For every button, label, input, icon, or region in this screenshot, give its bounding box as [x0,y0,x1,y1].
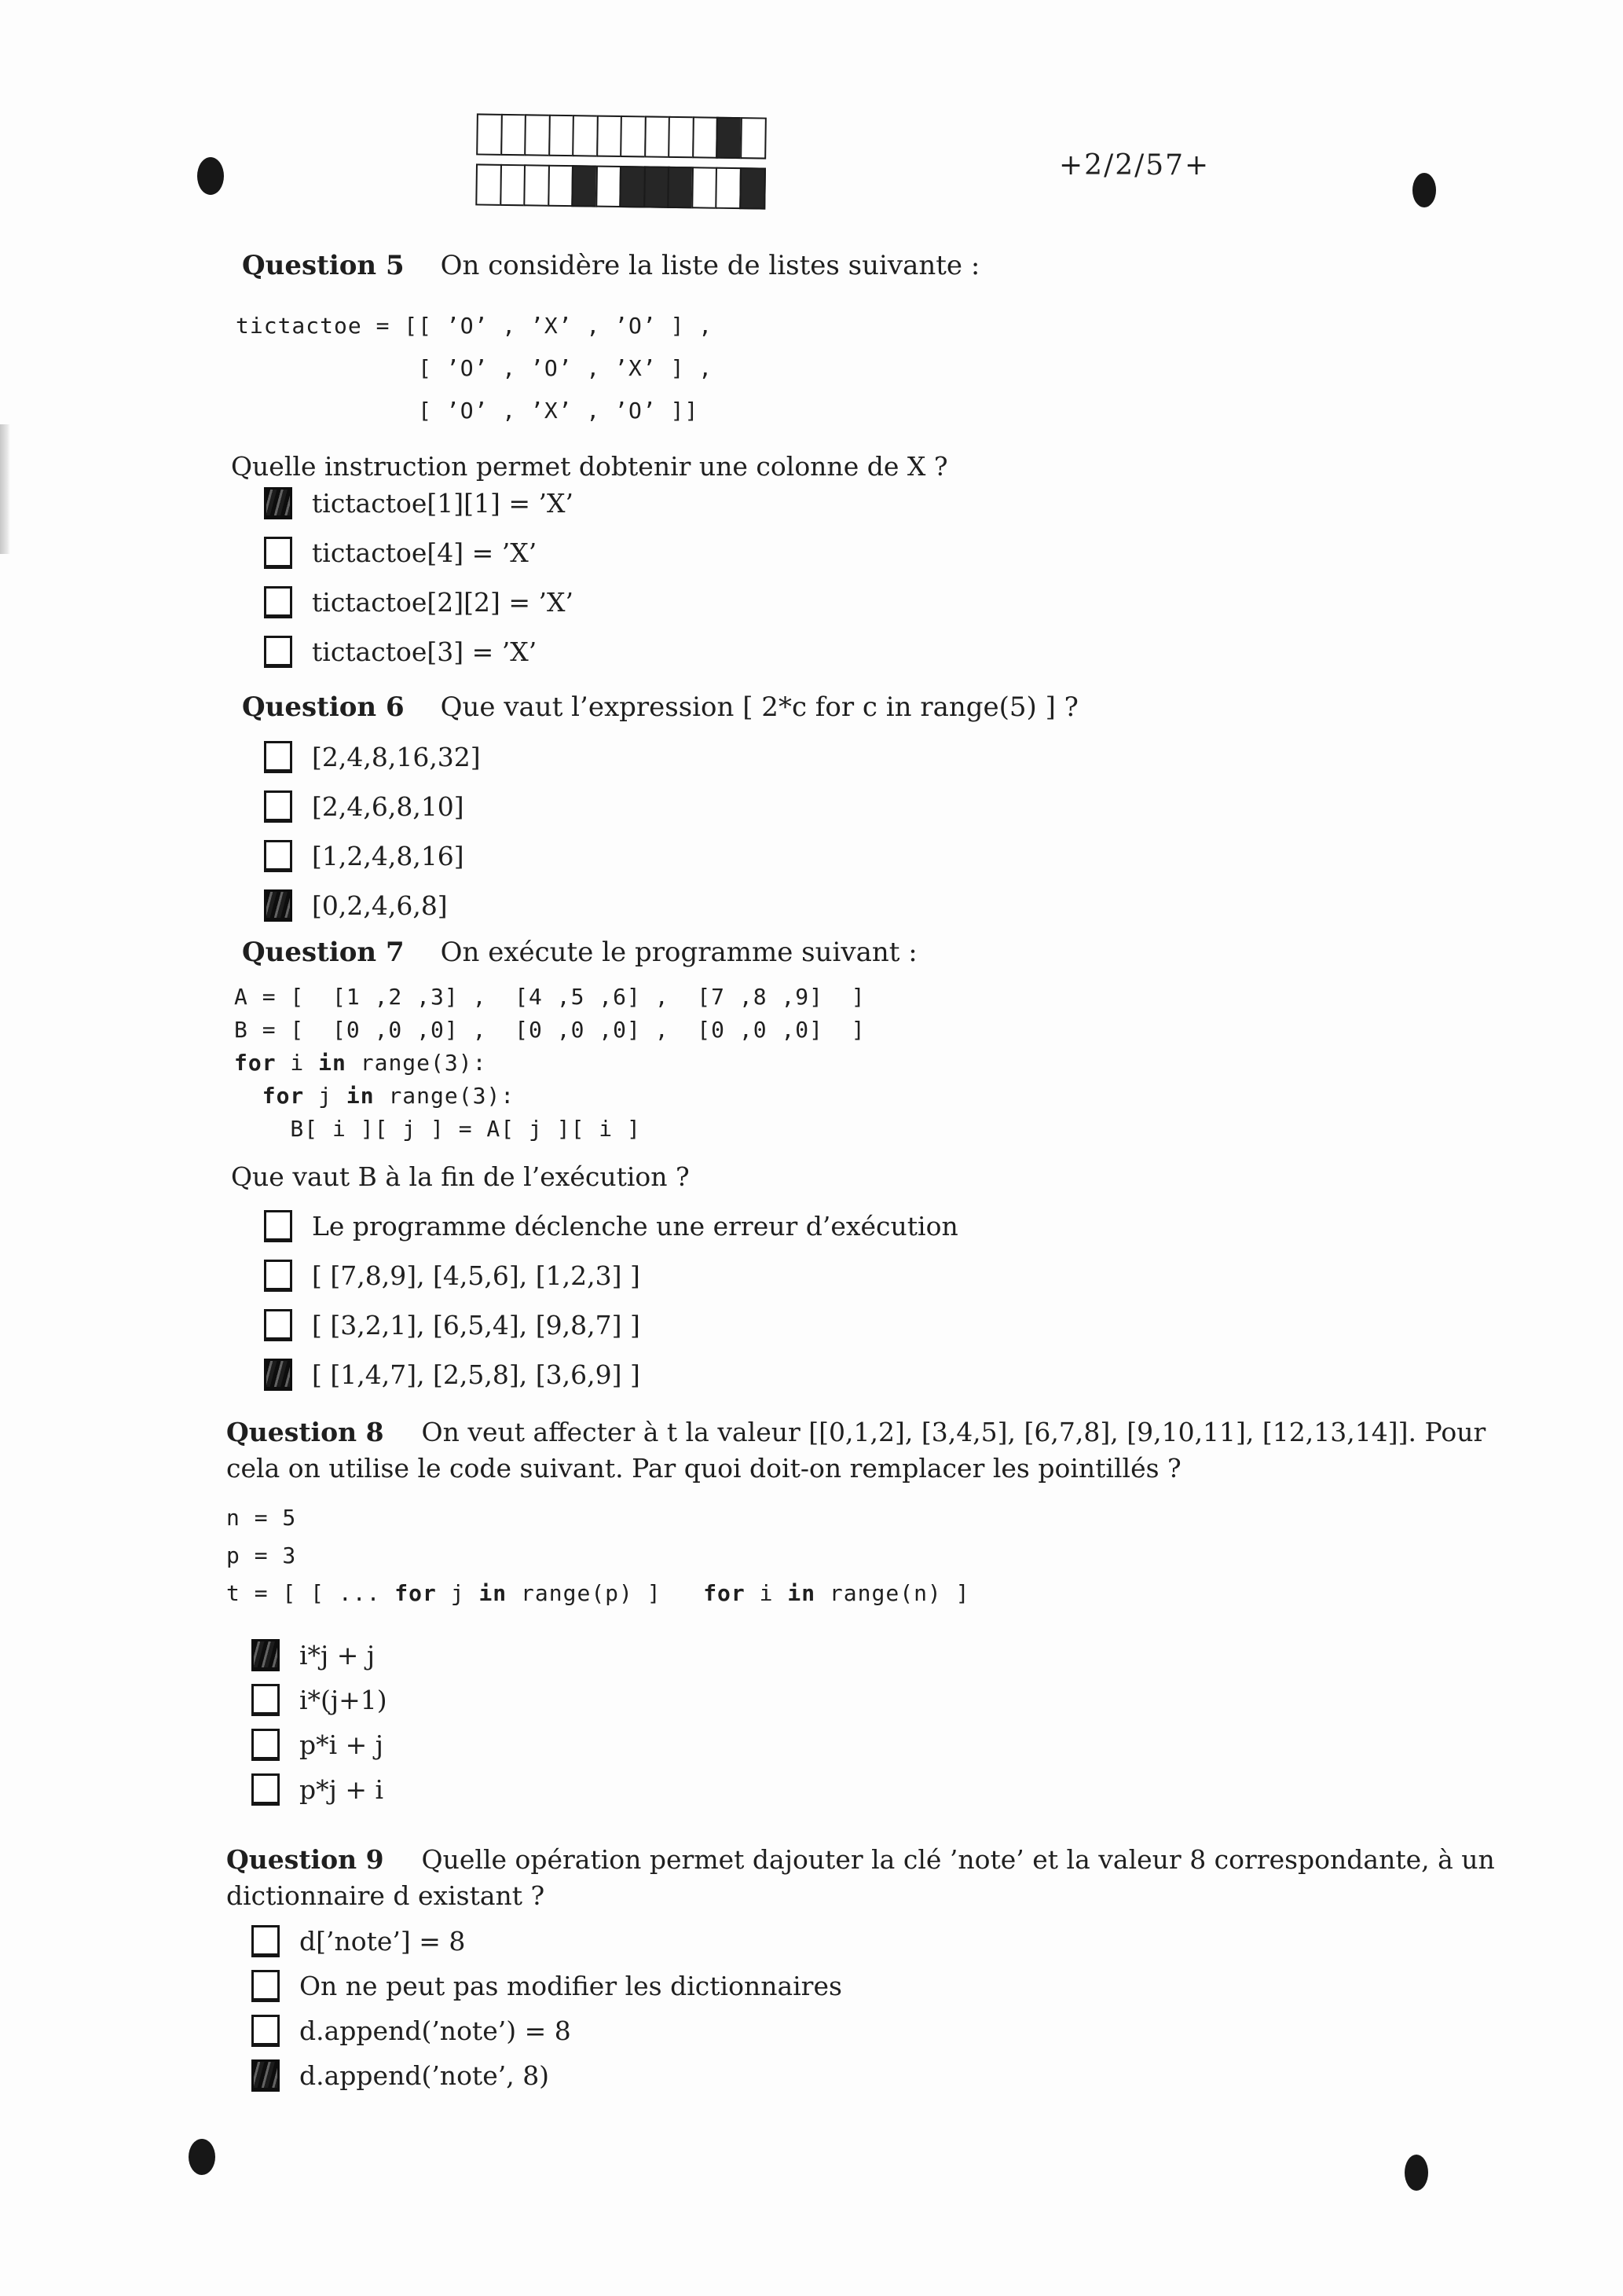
option-row [251,2013,842,2048]
answer-checkbox[interactable] [264,1210,292,1242]
question-8-header [226,1414,1486,1487]
answer-checkbox[interactable] [264,889,292,922]
question-intro-line: cela on utilise le code suivant. Par quoi doit-on remplacer les pointillés ? [226,1453,1182,1484]
barcode-cell [692,116,719,158]
barcode-cell [524,114,551,156]
answer-checkbox[interactable] [251,1970,280,2002]
barcode-cell [476,113,503,155]
option-label: d.append(’note’) = 8 [299,2015,571,2046]
option-label: [ [7,8,9], [4,5,6], [1,2,3] ] [312,1260,640,1291]
question-intro-line [226,1842,1495,1878]
question-intro: On veut affecter à t la valeur [[0,1,2], [3,4,5], [6,7,8], [9,10,11], [12,13,14]]. Pour [421,1417,1486,1447]
question-intro-line: dictionnaire d existant ? [226,1880,545,1911]
question-5-prompt: Quelle instruction permet dobtenir une colonne de X ? [231,451,948,482]
registration-dot-top-left [197,157,224,195]
option-row [264,1357,958,1392]
option-row [251,1727,387,1762]
registration-dot-bottom-left [189,2139,215,2175]
answer-checkbox[interactable] [264,741,292,773]
option-label: [1,2,4,8,16] [312,841,464,871]
option-row [251,1682,387,1717]
option-row [251,2058,842,2092]
option-row [264,888,481,923]
option-label: On ne peut pas modifier les dictionnaires [299,1970,842,2001]
question-7-prompt: Que vaut B à la fin de l’exécution ? [231,1161,690,1192]
option-label: i*(j+1) [299,1684,387,1715]
option-label: [2,4,8,16,32] [312,742,481,772]
answer-checkbox[interactable] [251,1925,280,1957]
question-number: Question 5 [242,250,405,281]
barcode-cell [548,165,574,207]
barcode-cell [739,167,766,209]
option-label: [ [1,4,7], [2,5,8], [3,6,9] ] [312,1359,640,1390]
option-label: tictactoe[4] = ’X’ [312,537,537,568]
barcode-cell [572,115,599,156]
option-label: d[’note’] = 8 [299,1925,466,1957]
answer-checkbox[interactable] [251,1639,280,1671]
option-row [264,739,481,775]
question-5-options [264,486,573,669]
answer-checkbox[interactable] [264,1260,292,1292]
option-row [264,789,481,824]
question-5-code-block: tictactoe = [[ ’O’ , ’X’ , ’O’ ] , [ ’O’ , ’O’ , ’X’ ] , [ ’O’ , ’X’ , ’O’ ]] [236,313,713,424]
barcode-cell [475,163,502,205]
answer-checkbox[interactable] [264,487,292,519]
barcode-cell [500,114,527,156]
question-number: Question 8 [226,1417,384,1447]
answer-checkbox[interactable] [251,2059,280,2092]
option-label: Le programme déclenche une erreur d’exécution [312,1211,958,1242]
option-label: p*j + i [299,1773,384,1805]
question-8-options [251,1638,387,1806]
option-row [264,838,481,874]
question-intro: Quelle opération permet dajouter la clé ’note’ et la valeur 8 correspondante, à un [421,1844,1495,1875]
question-intro: Que vaut l’expression [ 2*c for c in range(5) ] ? [440,691,1079,723]
barcode-cell [644,116,671,157]
question-6-options [264,739,481,923]
question-intro: On considère la liste de listes suivante : [440,250,980,281]
option-row [264,1209,958,1244]
option-row [264,535,573,570]
answer-checkbox[interactable] [264,537,292,569]
answer-checkbox[interactable] [264,586,292,618]
question-7-code-block: A = [ [1 ,2 ,3] , [4 ,5 ,6] , [7 ,8 ,9] ] B = [ [0 ,0 ,0] , [0 ,0 ,0] , [0 ,0 ,0] ] for i in range(3): for j in range(3): B[ i ][ j ] = A[ j ][ i ] [234,984,866,1142]
option-label: tictactoe[1][1] = ’X’ [312,488,573,519]
barcode-cell [667,167,694,208]
scan-smudge [0,424,10,554]
option-label: [0,2,4,6,8] [312,890,448,921]
question-number: Question 9 [226,1844,384,1875]
answer-checkbox[interactable] [264,1359,292,1391]
barcode-row [476,113,766,159]
answer-checkbox[interactable] [251,2015,280,2047]
barcode-cell [596,116,623,157]
barcode-cell [643,166,670,207]
option-label: d.append(’note’, 8) [299,2059,550,2091]
question-9-options [251,1924,842,2092]
barcode-cell [619,166,646,207]
answer-checkbox[interactable] [251,1773,280,1806]
barcode-cell [548,115,575,156]
barcode-cell [716,117,742,159]
barcode-cell [571,165,598,207]
option-row [264,585,573,620]
question-intro-line [226,1414,1486,1451]
question-intro: On exécute le programme suivant : [440,937,918,968]
registration-dot-top-right [1412,173,1436,207]
answer-checkbox[interactable] [251,1684,280,1716]
option-row [264,1308,958,1343]
registration-dot-bottom-right [1405,2155,1428,2191]
question-5-header [242,250,980,281]
option-row [251,1924,842,1958]
barcode-row [475,163,765,209]
question-7-header [242,937,918,968]
question-8-code-block: n = 5 p = 3 t = [ [ ... for j in range(p) ] for i in range(n) ] [226,1505,970,1606]
question-number: Question 6 [242,691,405,723]
answer-checkbox[interactable] [264,1309,292,1341]
barcode-cell [740,117,767,159]
answer-checkbox[interactable] [264,636,292,668]
answer-checkbox[interactable] [264,790,292,823]
option-row [251,1638,387,1672]
option-label: [ [3,2,1], [6,5,4], [9,8,7] ] [312,1310,640,1341]
option-row [264,634,573,669]
question-6-header [242,691,1079,723]
answer-checkbox[interactable] [251,1729,280,1761]
barcode-cell [668,116,694,158]
option-row [264,1258,958,1293]
answer-checkbox[interactable] [264,840,292,872]
option-label: i*j + j [299,1639,376,1671]
question-number: Question 7 [242,937,405,968]
barcode-cell [715,167,742,209]
option-row [264,486,573,521]
barcode-cell [620,116,647,157]
barcode-cell [691,167,718,208]
option-label: tictactoe[3] = ’X’ [312,636,537,667]
option-label: p*i + j [299,1729,384,1760]
barcode-cell [595,166,622,207]
question-9-header [226,1842,1495,1914]
option-row [251,1968,842,2003]
answer-sheet-barcode [475,113,766,218]
option-label: tictactoe[2][2] = ’X’ [312,587,573,618]
sheet-code-label: +2/2/57+ [1059,149,1211,182]
question-7-options [264,1209,958,1392]
option-label: [2,4,6,8,10] [312,791,464,822]
option-row [251,1772,387,1806]
barcode-cell [500,164,526,206]
barcode-cell [523,164,550,206]
